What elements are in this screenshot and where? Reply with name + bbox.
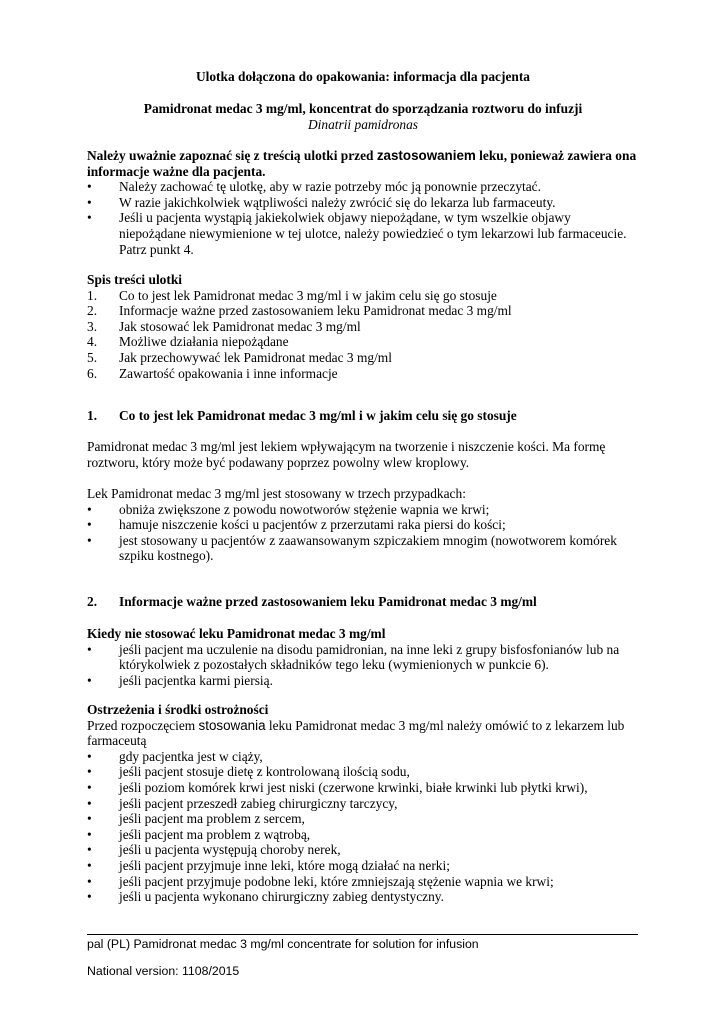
section-1 — [87, 408, 639, 424]
bullet-icon: • — [87, 672, 92, 688]
footer-product-line: pal (PL) Pamidronat medac 3 mg/ml concentrate for solution for infusion — [87, 937, 479, 951]
warning-item — [87, 827, 639, 843]
list-item-text: Należy zachować tę ulotkę, aby w razie potrzeby móc ją ponownie przeczytać. — [119, 179, 541, 195]
list-number: 5. — [87, 349, 98, 365]
list-item-text: jeśli pacjentka karmi piersią. — [119, 672, 273, 688]
list-number: 3. — [87, 318, 98, 334]
bullet-icon: • — [87, 826, 92, 842]
bullet-icon: • — [87, 501, 92, 517]
warnings — [87, 702, 639, 905]
product-title: Pamidronat medac 3 mg/ml, koncentrat do sporządzania roztworu do infuzji — [143, 101, 583, 116]
list-item-text: jeśli u pacjenta wykonano chirurgiczny zabieg dentystyczny. — [119, 889, 444, 905]
section-1-para-2: Lek Pamidronat medac 3 mg/ml jest stosowany w trzech przypadkach: — [87, 486, 466, 501]
toc-item — [87, 288, 639, 304]
footer-version: National version: 1108/2015 — [87, 964, 240, 978]
list-item-text: Jak przechowywać lek Pamidronat medac 3 mg/ml — [119, 349, 392, 365]
bullet-icon: • — [87, 857, 92, 873]
section-1-para-1: Pamidronat medac 3 mg/ml jest lekiem wpływającym na tworzenie i niszczenie kości. Ma formę roztworu, który może być podawany poprzez powolny wlew kroplowy. — [87, 439, 606, 470]
intro-bullet-list — [87, 179, 639, 257]
list-item-text: jeśli pacjent ma uczulenie na disodu pamidronian, na inne leki z grupy bisfosfonianów lub na którykolwiek z pozostałych składników tego leku (wymienionych w punkcie 6). — [119, 641, 620, 673]
list-item-text: hamuje niszczenie kości u pacjentów z przerzutami raka piersi do kości; — [119, 517, 506, 533]
list-number: 6. — [87, 365, 98, 381]
bullet-icon: • — [87, 811, 92, 827]
warning-item — [87, 780, 639, 796]
warning-item — [87, 874, 639, 890]
bullet-icon: • — [87, 517, 92, 533]
bullet-icon: • — [87, 779, 92, 795]
warning-item — [87, 889, 639, 905]
section-1-bullet-item — [87, 517, 639, 533]
contraindications-list — [87, 642, 639, 689]
bullet-icon: • — [87, 764, 92, 780]
list-item-text: jeśli poziom komórek krwi jest niski (czerwone krwinki, białe krwinki lub płytki krwi), — [119, 779, 588, 795]
bullet-icon: • — [87, 194, 92, 210]
list-item-text: obniża zwiększone z powodu nowotworów stężenie wapnia we krwi; — [119, 501, 490, 517]
toc-heading: Spis treści ulotki — [87, 272, 182, 287]
list-item-text: jeśli pacjent przyjmuje podobne leki, które zmniejszają stężenie wapnia we krwi; — [119, 873, 554, 889]
warning-item — [87, 796, 639, 812]
warning-item — [87, 842, 639, 858]
intro-section — [87, 148, 639, 257]
bullet-icon: • — [87, 795, 92, 811]
section-1-bullet-item — [87, 533, 639, 564]
section-1-body — [87, 486, 639, 564]
warnings-heading: Ostrzeżenia i środki ostrożności — [87, 702, 269, 717]
intro-warning: Należy uważnie zapoznać się z treścią ulotki przed zastosowaniem leku, ponieważ zawiera ona informacje ważne dla pacjenta. — [87, 148, 637, 179]
warnings-intro: Przed rozpoczęciem stosowania leku Pamidronat medac 3 mg/ml należy omówić to z lekarzem lub farmaceutą — [87, 717, 625, 749]
section-1-bullet-item — [87, 502, 639, 518]
bullet-icon: • — [87, 641, 92, 657]
bullet-icon: • — [87, 842, 92, 858]
list-item-text: Jak stosować lek Pamidronat medac 3 mg/ml — [119, 318, 361, 334]
toc-section — [87, 272, 639, 381]
list-item-text: gdy pacjentka jest w ciąży, — [119, 748, 263, 764]
list-item-text: Informacje ważne przed zastosowaniem leku Pamidronat medac 3 mg/ml — [119, 303, 512, 319]
contraindication-item — [87, 642, 639, 673]
toc-item — [87, 303, 639, 319]
bullet-icon: • — [87, 210, 92, 226]
list-number: 2. — [87, 303, 98, 319]
toc-item — [87, 366, 639, 382]
list-item-text: Jeśli u pacjenta wystąpią jakiekolwiek objawy niepożądane, w tym wszelkie objawy niepożądane niewymienione w tej ulotce, należy powiedzieć o tym lekarzowi lub farmaceucie. Patrz punkt 4. — [119, 210, 627, 257]
list-item-text: W razie jakichkolwiek wątpliwości należy zwrócić się do lekarza lub farmaceuty. — [119, 194, 556, 210]
contraindication-item — [87, 673, 639, 689]
list-item-text: jeśli pacjent ma problem z wątrobą, — [119, 826, 311, 842]
intro-bullet-item — [87, 210, 639, 257]
bullet-icon: • — [87, 179, 92, 195]
list-item-text: jeśli pacjent ma problem z sercem, — [119, 811, 305, 827]
toc-item — [87, 334, 639, 350]
section-1-bullet-list — [87, 502, 639, 564]
list-item-text: jeśli u pacjenta występują choroby nerek, — [119, 842, 341, 858]
toc-item — [87, 350, 639, 366]
list-number: 4. — [87, 334, 98, 350]
list-item-text: jeśli pacjent przyjmuje inne leki, które mogą działać na nerki; — [119, 857, 450, 873]
list-item-text: Co to jest lek Pamidronat medac 3 mg/ml i w jakim celu się go stosuje — [119, 287, 497, 303]
section-2-heading: 2. Informacje ważne przed zastosowaniem leku Pamidronat medac 3 mg/ml — [87, 594, 537, 609]
inn-name: Dinatrii pamidronas — [308, 117, 418, 132]
bullet-icon: • — [87, 532, 92, 548]
list-item-text: Możliwe działania niepożądane — [119, 334, 289, 350]
section-1-heading: 1. Co to jest lek Pamidronat medac 3 mg/ml i w jakim celu się go stosuje — [87, 408, 517, 423]
warning-item — [87, 764, 639, 780]
section-2 — [87, 594, 639, 610]
toc-item — [87, 319, 639, 335]
list-item-text: jest stosowany u pacjentów z zaawansowanym szpiczakiem mnogim (nowotworem komórek szpiku kostnego). — [119, 532, 617, 564]
bullet-icon: • — [87, 889, 92, 905]
intro-bullet-item — [87, 195, 639, 211]
warning-item — [87, 749, 639, 765]
contraindications — [87, 626, 639, 688]
list-number: 1. — [87, 287, 98, 303]
footer-divider — [87, 934, 638, 935]
warnings-list — [87, 749, 639, 905]
contraindications-heading: Kiedy nie stosować leku Pamidronat medac 3 mg/ml — [87, 626, 386, 641]
list-item-text: jeśli pacjent stosuje dietę z kontrolowaną ilością sodu, — [119, 764, 410, 780]
list-item-text: jeśli pacjent przeszedł zabieg chirurgiczny tarczycy, — [119, 795, 398, 811]
list-item-text: Zawartość opakowania i inne informacje — [119, 365, 338, 381]
intro-bullet-item — [87, 179, 639, 195]
warning-item — [87, 811, 639, 827]
warning-item — [87, 858, 639, 874]
bullet-icon: • — [87, 748, 92, 764]
leaflet-title: Ulotka dołączona do opakowania: informacja dla pacjenta — [195, 69, 531, 84]
toc-list — [87, 288, 639, 382]
bullet-icon: • — [87, 873, 92, 889]
